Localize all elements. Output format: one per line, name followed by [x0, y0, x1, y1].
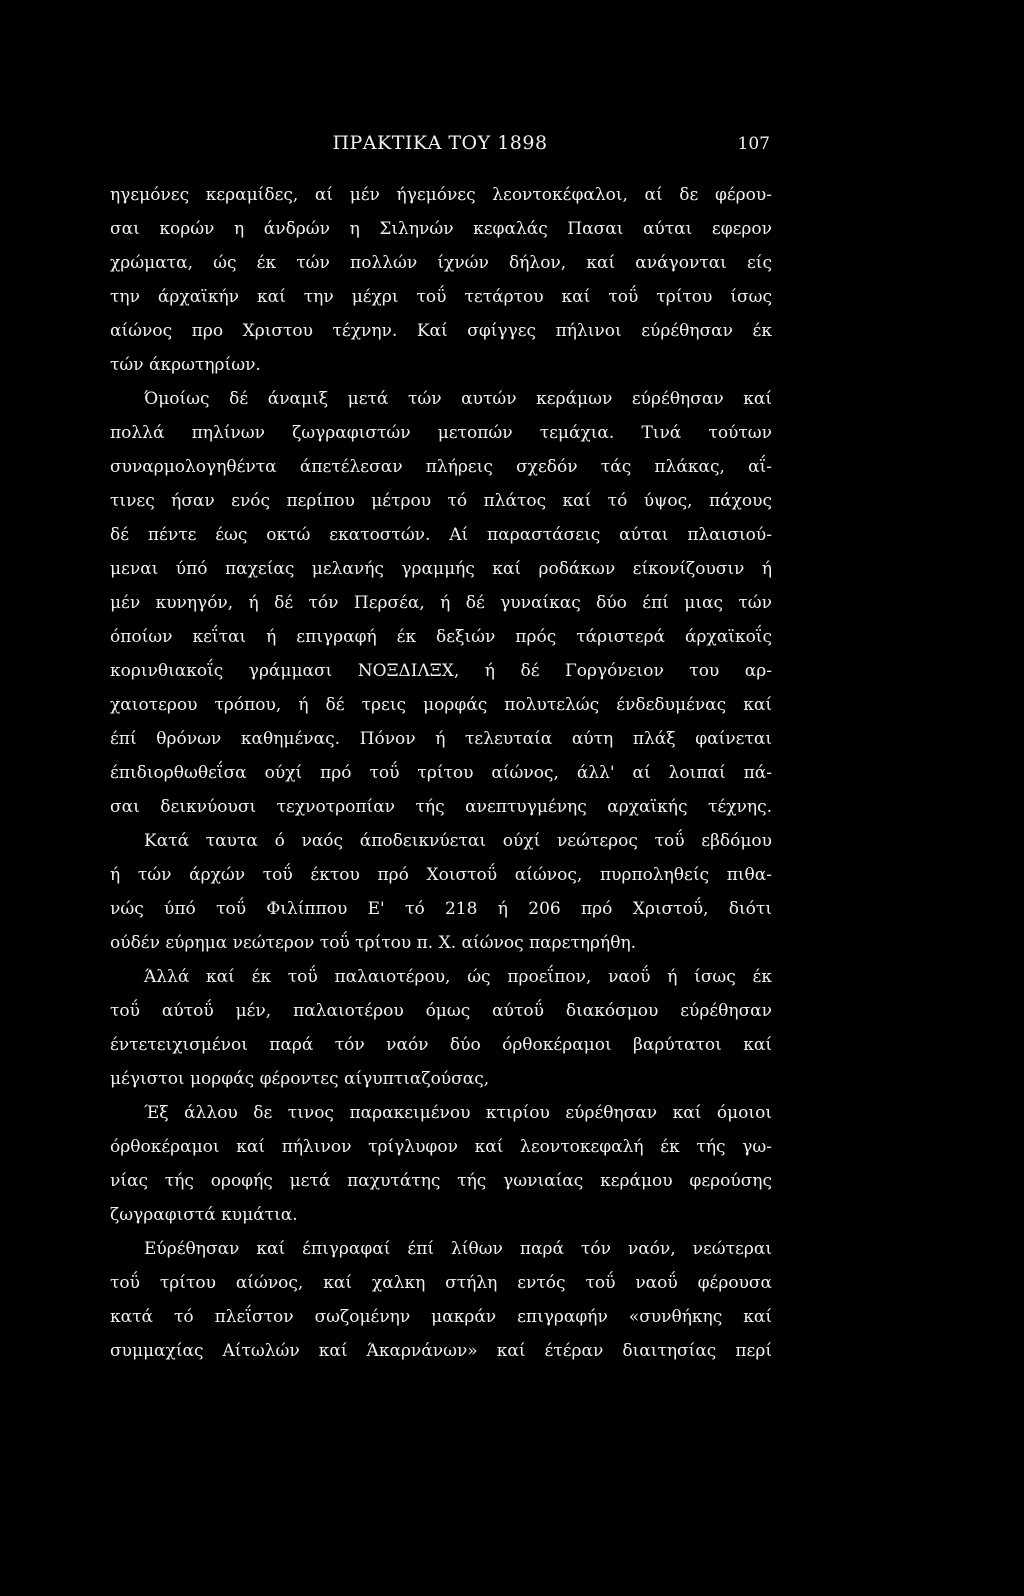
text-line: ή τών άρχών τοΰ έκτου πρό Χοιστοΰ αίώνος, πυρποληθείς πιθα-: [110, 865, 772, 885]
text-line: πολλά πηλίνων ζωγραφιστών μετοπών τεμάχια. Τινά τούτων: [110, 423, 772, 443]
text-line: χρώματα, ώς έκ τών πολλών ίχνών δήλον, καί ανάγονται είς: [110, 253, 772, 273]
text-line: συμμαχίας Αίτωλών καί Άκαρνάνων» καί έτέραν διαιτησίας περί: [110, 1341, 772, 1361]
text-line: ζωγραφιστά κυμάτια.: [110, 1205, 298, 1225]
text-line: χαιοτερου τρόπου, ή δέ τρεις μορφάς πολυτελώς ένδεδυμένας καί: [110, 695, 772, 715]
text-line: τινες ήσαν ενός περίπου μέτρου τό πλάτος καί τό ύψος, πάχους: [110, 491, 772, 511]
text-line: συναρμολογηθέντα άπετέλεσαν πλήρεις σχεδόν τάς πλάκας, αΐ-: [110, 457, 772, 477]
text-line: νώς ύπό τοΰ Φιλίππου Ε' τό 218 ή 206 πρό Χριστοΰ, διότι: [110, 899, 772, 919]
text-line: Κατά ταυτα ό ναός άποδεικνύεται ούχί νεώτερος τοΰ εβδόμου: [144, 831, 772, 851]
text-line: μεναι ύπό παχείας μελανής γραμμής καί ροδάκων είκονίζουσιν ή: [110, 559, 772, 579]
text-line: Άλλά καί έκ τοΰ παλαιοτέρου, ώς προεΐπον, ναοΰ ή ίσως έκ: [144, 967, 772, 987]
text-line: νίας τής οροφής μετά παχυτάτης τής γωνιαίας κεράμου φερούσης: [110, 1171, 772, 1191]
text-line: Έξ άλλου δε τινος παρακειμένου κτιρίου εύρέθησαν καί όμοιοι: [144, 1103, 772, 1123]
text-line: όποίων κεΐται ή επιγραφή έκ δεξιών πρός τάριστερά άρχαϊκοΐς: [110, 627, 772, 647]
text-line: μέγιστοι μορφάς φέροντες αίγυπτιαζούσας,: [110, 1069, 490, 1089]
text-line: έπιδιορθωθεΐσα ούχί πρό τοΰ τρίτου αίώνος, άλλ' αί λοιπαί πά-: [110, 763, 772, 783]
body-text: [110, 178, 772, 1368]
running-title: ΠΡΑΚΤΙΚΑ ΤΟΥ 1898: [332, 132, 548, 154]
text-line: ούδέν εύρημα νεώτερον τοΰ τρίτου π. Χ. αίώνος παρετηρήθη.: [110, 933, 637, 953]
text-line: έπί θρόνων καθημένας. Πόνον ή τελευταία αύτη πλάξ φαίνεται: [110, 729, 772, 749]
text-line: έντετειχισμένοι παρά τόν ναόν δύο όρθοκέραμοι βαρύτατοι καί: [110, 1035, 772, 1055]
text-line: όρθοκέραμοι καί πήλινον τρίγλυφον καί λεοντοκεφαλή έκ τής γω-: [110, 1137, 772, 1157]
text-line: Όμοίως δέ άναμιξ μετά τών αυτών κεράμων εύρέθησαν καί: [144, 389, 772, 409]
text-line: κατά τό πλεΐστον σωζομένην μακράν επιγραφήν «συνθήκης καί: [110, 1307, 772, 1327]
text-line: ηγεμόνες κεραμίδες, αί μέν ήγεμόνες λεοντοκέφαλοι, αί δε φέρου-: [110, 185, 772, 205]
text-line: δέ πέντε έως οκτώ εκατοστών. Αί παραστάσεις αύται πλαισιού-: [110, 525, 772, 545]
text-line: σαι δεικνύουσι τεχνοτροπίαν τής ανεπτυγμένης αρχαϊκής τέχνης.: [110, 797, 772, 817]
text-line: μέν κυνηγόν, ή δέ τόν Περσέα, ή δέ γυναίκας δύο έπί μιας τών: [110, 593, 772, 613]
page-number: 107: [737, 134, 770, 154]
page-header: [110, 128, 770, 162]
text-line: σαι κορών η άνδρών η Σιληνών κεφαλάς Πασαι αύται εφερον: [110, 219, 772, 239]
text-line: κορινθιακοΐς γράμμασι ΝΟΞΔΙΛΞΧ, ή δέ Γοργόνειον του αρ-: [110, 661, 772, 681]
text-line: τοΰ τρίτου αίώνος, καί χαλκη στήλη εντός τοΰ ναοΰ φέρουσα: [110, 1273, 772, 1293]
text-line: τών άκρωτηρίων.: [110, 355, 261, 375]
text-line: Εύρέθησαν καί έπιγραφαί έπί λίθων παρά τόν ναόν, νεώτεραι: [144, 1239, 772, 1259]
text-line: την άρχαϊκήν καί την μέχρι τοΰ τετάρτου καί τοΰ τρίτου ίσως: [110, 287, 772, 307]
text-line: τοΰ αύτοΰ μέν, παλαιοτέρου όμως αύτοΰ διακόσμου εύρέθησαν: [110, 1001, 772, 1021]
text-line: αίώνος προ Χριστου τέχνην. Καί σφίγγες πήλινοι εύρέθησαν έκ: [110, 321, 772, 341]
